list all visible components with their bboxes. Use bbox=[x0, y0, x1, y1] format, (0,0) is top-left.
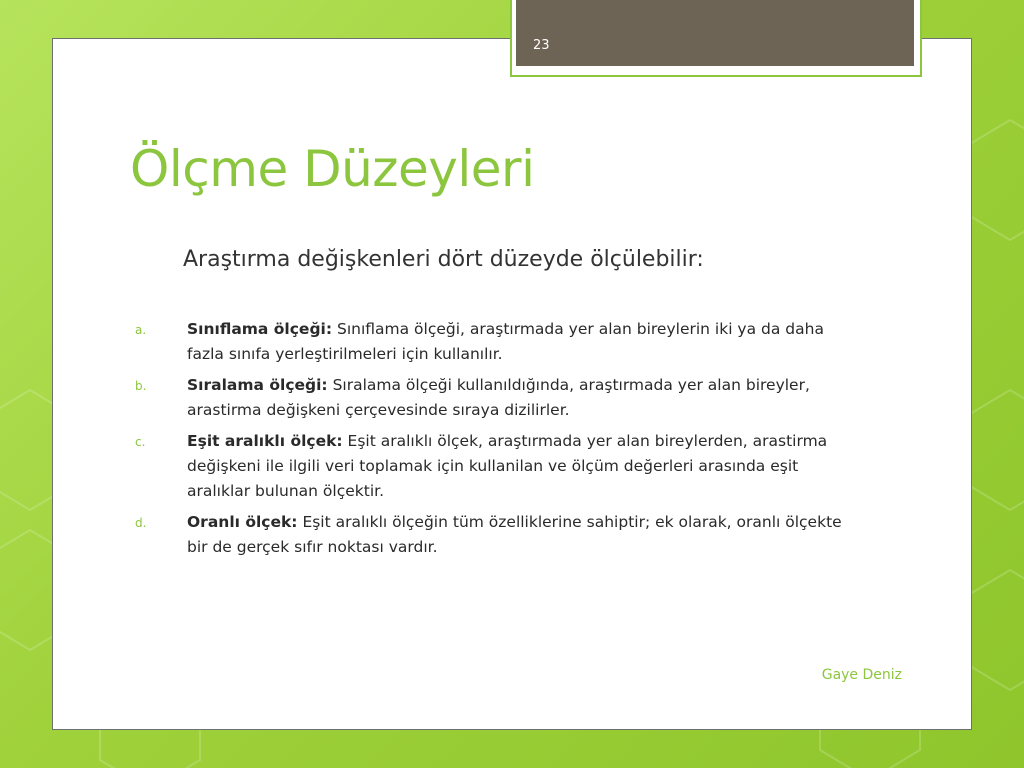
list-marker: a. bbox=[135, 323, 147, 337]
list-item bbox=[133, 429, 863, 504]
slide-number: 23 bbox=[533, 38, 550, 53]
item-term: Eşit aralıklı ölçek: bbox=[187, 432, 343, 450]
item-text: Sıralama ölçeği kullanıldığında, araştırmada yer alan bireyler, arastirma değişkeni çerçevesinde sıraya dizilirler. bbox=[187, 376, 810, 419]
list-marker: c. bbox=[135, 435, 146, 449]
list-item bbox=[133, 510, 863, 560]
list-item bbox=[133, 317, 863, 367]
item-text: Eşit aralıklı ölçeğin tüm özelliklerine sahiptir; ek olarak, oranlı ölçekte bir de gerçek sıfır noktası vardır. bbox=[187, 513, 842, 556]
slide-subtitle: Araştırma değişkenleri dört düzeyde ölçülebilir: bbox=[183, 247, 704, 272]
measurement-levels-list bbox=[133, 317, 863, 566]
item-text: Sınıflama ölçeği, araştırmada yer alan bireylerin iki ya da daha fazla sınıfa yerleştirilmeleri için kullanılır. bbox=[187, 320, 824, 363]
list-marker: d. bbox=[135, 516, 147, 530]
item-term: Sıralama ölçeği: bbox=[187, 376, 328, 394]
list-marker: b. bbox=[135, 379, 147, 393]
item-term: Oranlı ölçek: bbox=[187, 513, 298, 531]
item-term: Sınıflama ölçeği: bbox=[187, 320, 333, 338]
slide-title: Ölçme Düzeyleri bbox=[130, 140, 535, 198]
slide-number-box bbox=[516, 0, 914, 66]
footer-author: Gaye Deniz bbox=[821, 667, 902, 683]
list-item bbox=[133, 373, 863, 423]
item-text: Eşit aralıklı ölçek, araştırmada yer alan bireylerden, arastirma değişkeni ile ilgili veri toplamak için kullanilan ve ölçüm değerleri arasında eşit aralıklar bulunan ölçektir. bbox=[187, 432, 828, 500]
